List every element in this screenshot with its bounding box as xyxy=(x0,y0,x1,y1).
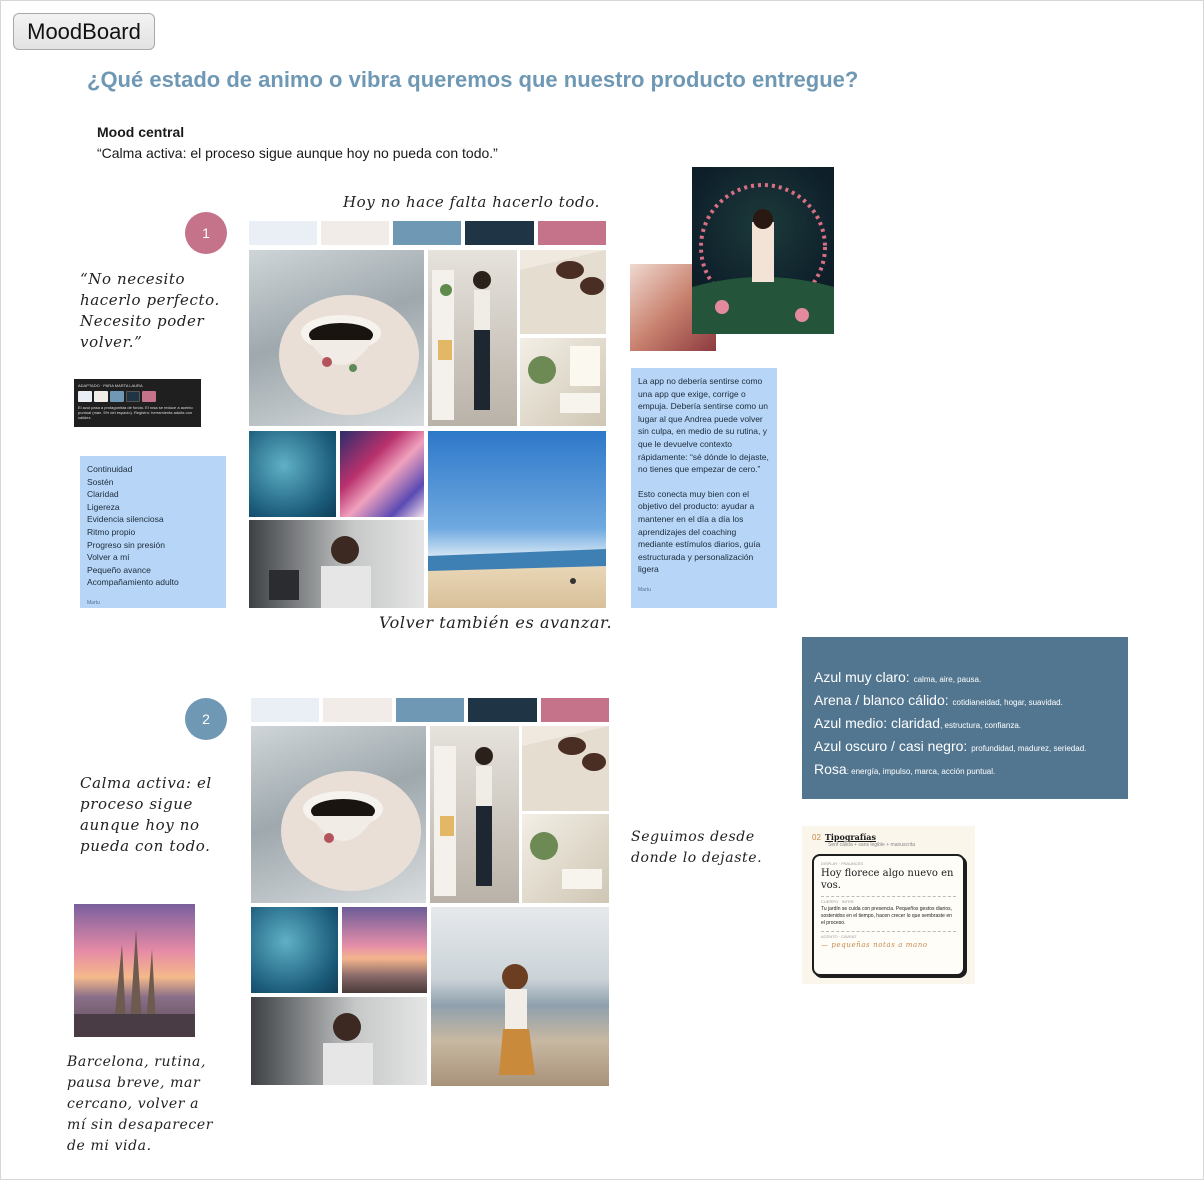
palette-line: Rosa: energía, impulso, marca, acción puntual. xyxy=(814,761,996,777)
typography-specimen xyxy=(812,854,965,976)
mood-title: Mood central xyxy=(97,124,185,140)
living-room-photo[interactable] xyxy=(522,814,609,903)
barcelona-caption: Barcelona, rutina, pausa breve, mar cercano, volver a mí sin desaparecer de mi vida. xyxy=(67,1054,214,1154)
mood-quote: “Calma activa: el proceso sigue aunque hoy no pueda con todo.” xyxy=(97,145,498,161)
chip-4 xyxy=(126,391,140,402)
lotus-woman-painting[interactable] xyxy=(692,167,834,334)
swatch-pink[interactable] xyxy=(541,698,609,722)
section2-quote: Calma activa: el proceso sigue aunque hoy no pueda con todo. xyxy=(80,774,212,855)
app-philosophy-sticky-note[interactable] xyxy=(631,368,777,608)
swatch-mid-blue[interactable] xyxy=(393,221,461,245)
coffee-cup-photo[interactable] xyxy=(249,250,424,426)
ocean-water-photo[interactable] xyxy=(251,907,338,993)
woman-shelf-photo[interactable] xyxy=(430,726,519,903)
woman-shore-photo[interactable] xyxy=(431,907,609,1086)
note-author: Martu xyxy=(638,586,651,593)
sagrada-familia-photo[interactable] xyxy=(74,904,195,1037)
keyword-item: Ligereza xyxy=(87,501,120,512)
chip-5 xyxy=(142,391,156,402)
woman-phone-photo[interactable] xyxy=(251,997,427,1085)
seguimos-caption: Seguimos desde donde lo dejaste. xyxy=(631,829,763,866)
keyword-item: Volver a mí xyxy=(87,552,130,563)
palette-line: Arena / blanco cálido: cotidianeidad, hogar, suavidad. xyxy=(814,692,1063,708)
chip-3 xyxy=(110,391,124,402)
adapted-note-header: ADAPTADO · PARA MARTA LAURA xyxy=(78,383,143,388)
palette-line: Azul oscuro / casi negro: profundidad, madurez, seriedad. xyxy=(814,738,1087,754)
typo-accent-sample: — pequeñas notas a mano xyxy=(821,941,928,949)
swatch-mid-blue[interactable] xyxy=(396,698,464,722)
swatch-light-blue[interactable] xyxy=(249,221,317,245)
typo-label-accent: ACENTO · CAVEAT xyxy=(821,934,857,939)
ocean-water-photo[interactable] xyxy=(249,431,336,517)
sunglasses-book-photo[interactable] xyxy=(522,726,609,811)
caption-top: Hoy no hace falta hacerlo todo. xyxy=(343,193,600,211)
woman-shelf-photo[interactable] xyxy=(428,250,517,426)
palette-line: Azul muy claro: calma, aire, pausa. xyxy=(814,669,982,685)
section1-quote: “No necesito hacerlo perfecto. Necesito poder volver.” xyxy=(80,270,220,351)
woman-phone-photo[interactable] xyxy=(249,520,424,608)
swatch-sand[interactable] xyxy=(323,698,392,722)
swatch-dark-blue[interactable] xyxy=(468,698,537,722)
swatch-light-blue[interactable] xyxy=(251,698,319,722)
typo-title: Tipografías xyxy=(824,832,876,842)
chip-2 xyxy=(94,391,108,402)
typo-number: 02 xyxy=(812,833,821,842)
page-title: ¿Qué estado de animo o vibra queremos que nuestro producto entregue? xyxy=(87,67,859,92)
typography-card[interactable] xyxy=(802,826,975,984)
section-badge-2[interactable]: 2 xyxy=(185,698,227,740)
caption-bottom: Volver también es avanzar. xyxy=(379,613,613,632)
coffee-cup-photo[interactable] xyxy=(251,726,426,903)
pink-paint-photo[interactable] xyxy=(340,431,424,517)
typo-display-sample: Hoy florece algo nuevo en vos. xyxy=(821,868,954,891)
typo-label-body: CUERPO · INTER xyxy=(821,899,854,904)
swatch-pink[interactable] xyxy=(538,221,606,245)
chip-1 xyxy=(78,391,92,402)
keyword-item: Pequeño avance xyxy=(87,564,151,575)
moodboard-frame-label[interactable]: MoodBoard xyxy=(13,13,155,50)
color-palette-description[interactable] xyxy=(802,637,1128,799)
app-note-paragraph-2: Esto conecta muy bien con el objetivo del producto: ayudar a mantener en el día a día los aprendizajes del coaching mediante estímulos diarios, guía estructurada y personalización ligera xyxy=(638,488,761,575)
keyword-item: Sostén xyxy=(87,476,114,487)
swatch-dark-blue[interactable] xyxy=(465,221,534,245)
adapted-palette-note[interactable] xyxy=(74,379,201,427)
keyword-item: Progreso sin presión xyxy=(87,539,165,550)
note-author: Martu xyxy=(87,599,100,606)
app-note-paragraph-1: La app no debería sentirse como una app que exige, corrige o empuja. Debería sentirse como un lugar al que Andrea puede volver sin culpa, en medio de su rutina, y que le devuelve contexto rápidamente: “sé dónde lo dejaste, no tienes que empezar de cero.” xyxy=(638,376,769,475)
living-room-photo[interactable] xyxy=(520,338,606,426)
keyword-item: Continuidad xyxy=(87,464,133,474)
adapted-note-body: El azul pasa a protagonista de fondo. El rosa se reduce a acento puntual (máx. 5% del espacio). Registro: herramienta adulta con calidez. xyxy=(78,405,193,420)
beach-sky-photo[interactable] xyxy=(428,431,606,608)
typo-subtitle: Serif cálida + sans legible + manuscrita xyxy=(828,842,915,848)
keyword-item: Ritmo propio xyxy=(87,526,136,537)
typo-body-sample: Tu jardín se cuida con presencia. Pequeños gestos diarios, sostenidos en el tiempo, hacen crecer lo que sembraste en el proceso. xyxy=(821,906,953,926)
city-sunset-photo[interactable] xyxy=(342,907,427,993)
section-badge-1[interactable]: 1 xyxy=(185,212,227,254)
keyword-item: Claridad xyxy=(87,489,119,500)
palette-line: Azul medio: claridad, estructura, confianza. xyxy=(814,715,1021,731)
keyword-item: Acompañamiento adulto xyxy=(87,577,179,588)
typo-label-display: DISPLAY · FRAUNCES xyxy=(821,861,864,866)
keywords-sticky-note[interactable] xyxy=(80,456,226,608)
sunglasses-book-photo[interactable] xyxy=(520,250,606,334)
keyword-item: Evidencia silenciosa xyxy=(87,514,164,525)
swatch-sand[interactable] xyxy=(321,221,389,245)
